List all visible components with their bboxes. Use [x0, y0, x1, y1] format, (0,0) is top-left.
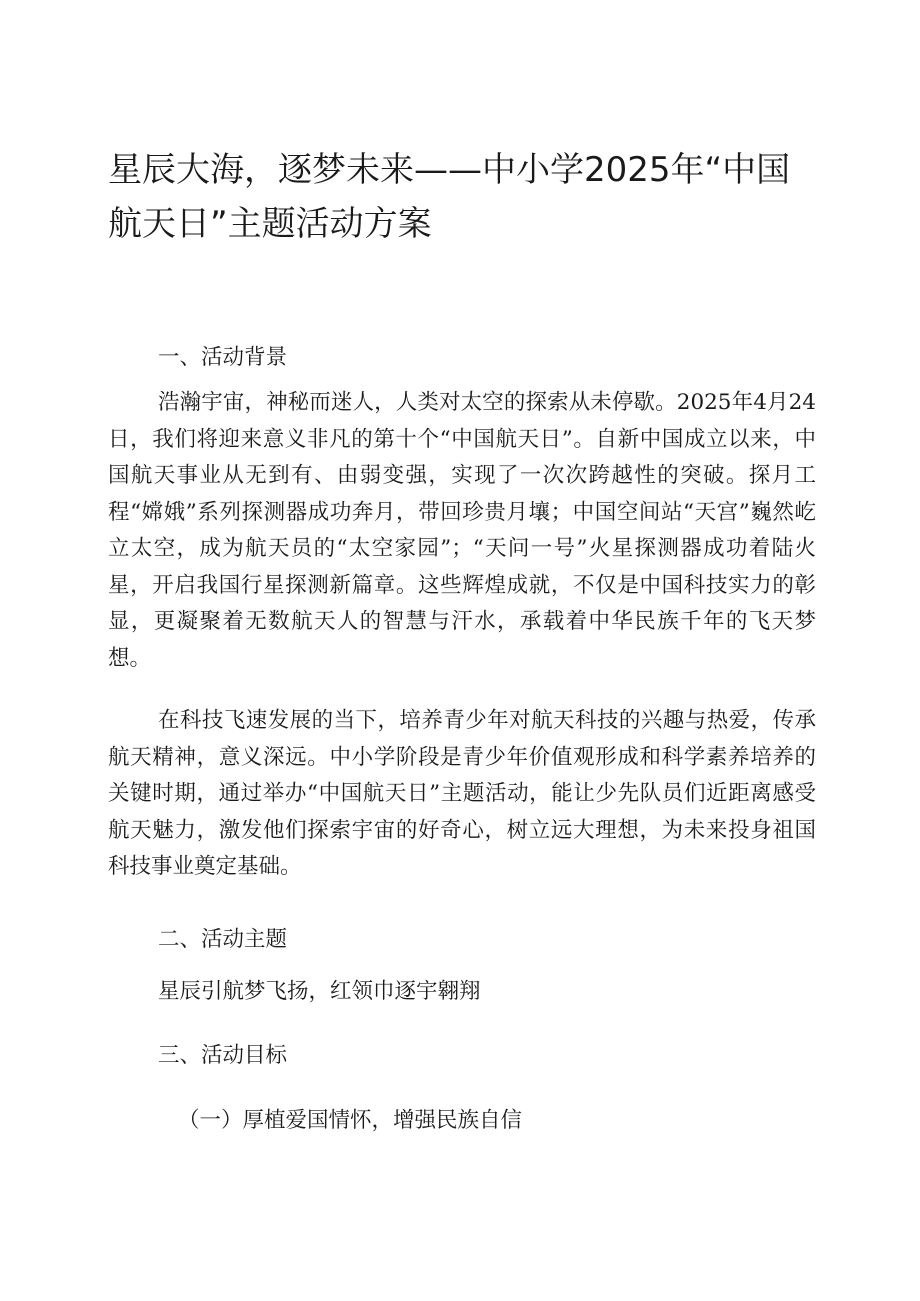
background-paragraph-1: 浩瀚宇宙，神秘而迷人，人类对太空的探索从未停歇。2025年4月24日，我们将迎来意义非凡的第十个“中国航天日”。自新中国成立以来，中国航天事业从无到有、由弱变强，实现了一次次跨越性的突破。探月工程“嫦娥”系列探测器成功奔月，带回珍贵月壤；中国空间站“天宫”巍然屹立太空，成为航天员的“太空家园”；“天问一号”火星探测器成功着陆火星，开启我国行星探测新篇章。这些辉煌成就，不仅是中国科技实力的彰显，更凝聚着无数航天人的智慧与汗水，承载着中华民族千年的飞天梦想。	[108, 390, 816, 671]
document-title: 星辰大海，逐梦未来——中小学2025年“中国航天日”主题活动方案	[108, 150, 791, 244]
theme-content: 星辰引航梦飞扬，红领巾逐宇翱翔	[158, 979, 481, 1004]
section-heading-goals: 三、活动目标	[158, 1043, 288, 1068]
goal-subheading-1: （一）厚植爱国情怀，增强民族自信	[178, 1108, 523, 1133]
section-heading-background: 一、活动背景	[158, 345, 288, 370]
background-paragraph-2: 在科技飞速发展的当下，培养青少年对航天科技的兴趣与热爱，传承航天精神，意义深远。中小学阶段是青少年价值观形成和科学素养培养的关键时期，通过举办“中国航天日”主题活动，能让少先队员们近距离感受航天魅力，激发他们探索宇宙的好奇心，树立远大理想，为未来投身祖国科技事业奠定基础。	[108, 708, 816, 879]
section-heading-theme: 二、活动主题	[158, 927, 288, 952]
